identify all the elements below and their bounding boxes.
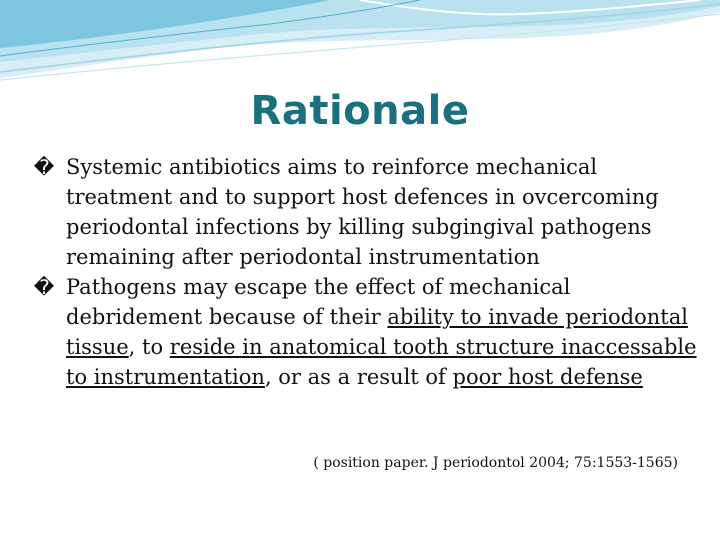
bullet-2-text-c: , or as a result of [264,365,453,389]
underlined-phrase-invade: ability to invade periodontal tissue [66,305,688,359]
bullet-item-2 [30,272,700,392]
bullet-list [30,152,700,392]
unknown-glyph-icon: � [33,275,55,299]
header-wave-decoration [0,0,720,90]
slide-title: Rationale [250,88,470,134]
underlined-phrase-host-defense: poor host defense [452,365,643,389]
citation: ( position paper. J periodontol 2004; 75:1553-1565) [313,455,678,471]
unknown-glyph-icon: � [33,155,55,179]
bullet-item-1 [30,152,700,272]
bullet-2-text-b: , to [128,335,170,359]
bullet-2-text-a: Pathogens may escape the effect of mechanical debridement because of their [66,275,571,329]
bullet-1-text: Systemic antibiotics aims to reinforce mechanical treatment and to support host defences in ovcercoming periodontal infections by killing subgingival pathogens remaining after periodontal instrumentation [66,155,659,269]
underlined-phrase-reside: reside in anatomical tooth structure inaccessable to instrumentation [66,335,697,389]
